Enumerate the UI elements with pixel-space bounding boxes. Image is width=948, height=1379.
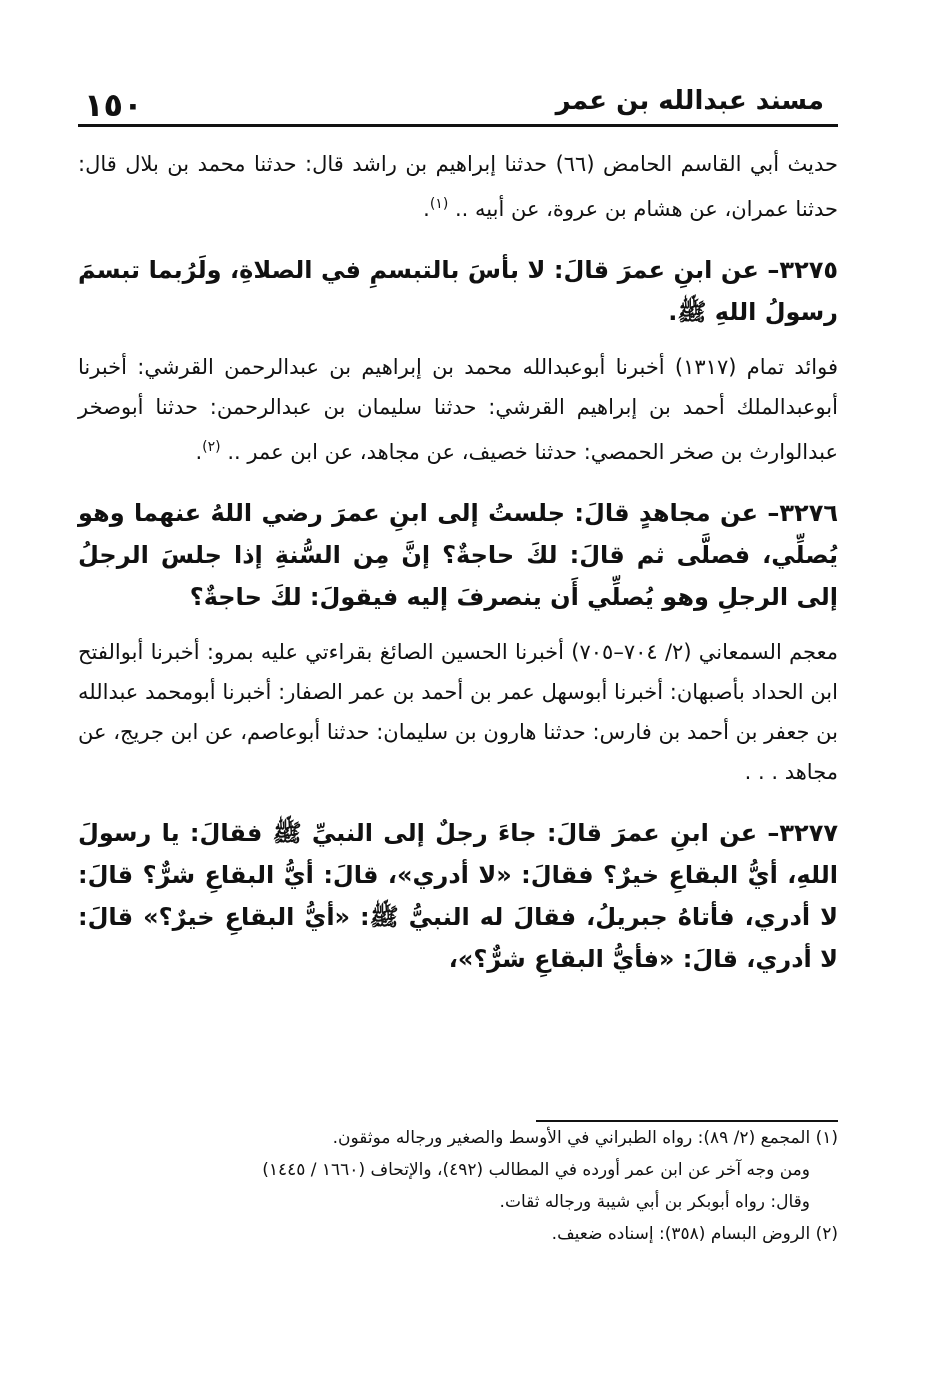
hadith-paragraph	[78, 492, 838, 618]
source-text: فوائد تمام (١٣١٧) أخبرنا أبوعبدالله محمد بن إبراهيم بن عبدالرحمن القرشي: أخبرنا أبوعبدالملك أحمد بن إبراهيم القرشي: حدثنا سليمان بن عبدالرحمن: حدثنا أبوصخر عبدالوارث بن صخر الحمصي: حدثنا خصيف، عن مجاهد، عن ابن عمر ..	[78, 355, 838, 464]
hadith-paragraph	[78, 249, 838, 333]
source-text: معجم السمعاني (٢/ ٧٠٤–٧٠٥) أخبرنا الحسين الصائغ بقراءتي عليه بمرو: أخبرنا أبوالفتح ابن الحداد بأصبهان: أخبرنا أبوسهل عمر بن أحمد بن عمر الصفار: أخبرنا أبومحمد عبدالله بن جعفر بن أحمد بن فارس: حدثنا هارون بن سليمان: حدثنا أبوعاصم، عن ابن جريج، عن مجاهد . . .	[78, 640, 838, 784]
hadith-text: عن ابنِ عمرَ قالَ: لا بأسَ بالتبسمِ في الصلاةِ، ولَرُبما تبسمَ رسولُ اللهِ ﷺ.	[78, 256, 838, 326]
hadith-paragraph	[78, 812, 838, 980]
hadith-text: عن ابنِ عمرَ قالَ: جاءَ رجلٌ إلى النبيِّ ﷺ فقالَ: يا رسولَ اللهِ، أيُّ البقاعِ خيرٌ؟ فقالَ: «لا أدري»، قالَ: أيُّ البقاعِ شرٌّ؟ قالَ: لا أدري، فأتاهُ جبريلُ، فقالَ له النبيُّ ﷺ: «أيُّ البقاعِ خيرٌ؟» قالَ: لا أدري، قالَ: «فأيُّ البقاعِ شرٌّ؟»،	[78, 819, 838, 973]
footnotes	[78, 1120, 838, 1250]
page-number: ١٥٠	[84, 86, 143, 124]
hadith-number: ٣٢٧٧–	[767, 819, 838, 847]
source-tail: .	[195, 440, 203, 464]
hadith-number: ٣٢٧٦–	[767, 499, 838, 527]
source-paragraph	[78, 347, 838, 472]
footnote-line: ومن وجه آخر عن ابن عمر أورده في المطالب (٤٩٢)، والإتحاف (١٦٦٠ / ١٤٤٥)	[262, 1160, 810, 1180]
source-tail: .	[423, 197, 430, 221]
hadith-text: عن مجاهدٍ قالَ: جلستُ إلى ابنِ عمرَ رضي اللهُ عنهما وهو يُصلِّي، فصلَّى ثم قالَ: لكَ حاجةٌ؟ إنَّ مِن السُّنةِ إذا جلسَ الرجلُ إلى الرجلِ وهو يُصلِّي أَن ينصرفَ إليه فيقولَ: لكَ حاجةٌ؟	[78, 499, 838, 611]
footnote-line: (١) المجمع (٢/ ٨٩): رواه الطبراني في الأوسط والصغير ورجاله موثقون.	[332, 1128, 838, 1148]
footnote-ref: (٢)	[202, 439, 221, 455]
page-header	[78, 80, 838, 130]
hadith-number: ٣٢٧٥–	[767, 256, 839, 284]
footnote-line: (٢) الروض البسام (٣٥٨): إسناده ضعيف.	[551, 1224, 838, 1244]
page-body	[78, 80, 838, 980]
source-paragraph	[78, 144, 838, 229]
footnote-ref: (١)	[429, 196, 449, 212]
source-text: حديث أبي القاسم الحامض (٦٦) حدثنا إبراهيم بن راشد قال: حدثنا محمد بن بلال قال: حدثنا عمران، عن هشام بن عروة، عن أبيه ..	[78, 152, 838, 221]
footnote-line: وقال: رواه أبوبكر بن أبي شيبة ورجاله ثقات.	[499, 1192, 810, 1212]
header-rule	[78, 124, 838, 127]
running-title: مسند عبدالله بن عمر	[555, 86, 824, 116]
source-paragraph	[78, 632, 838, 792]
